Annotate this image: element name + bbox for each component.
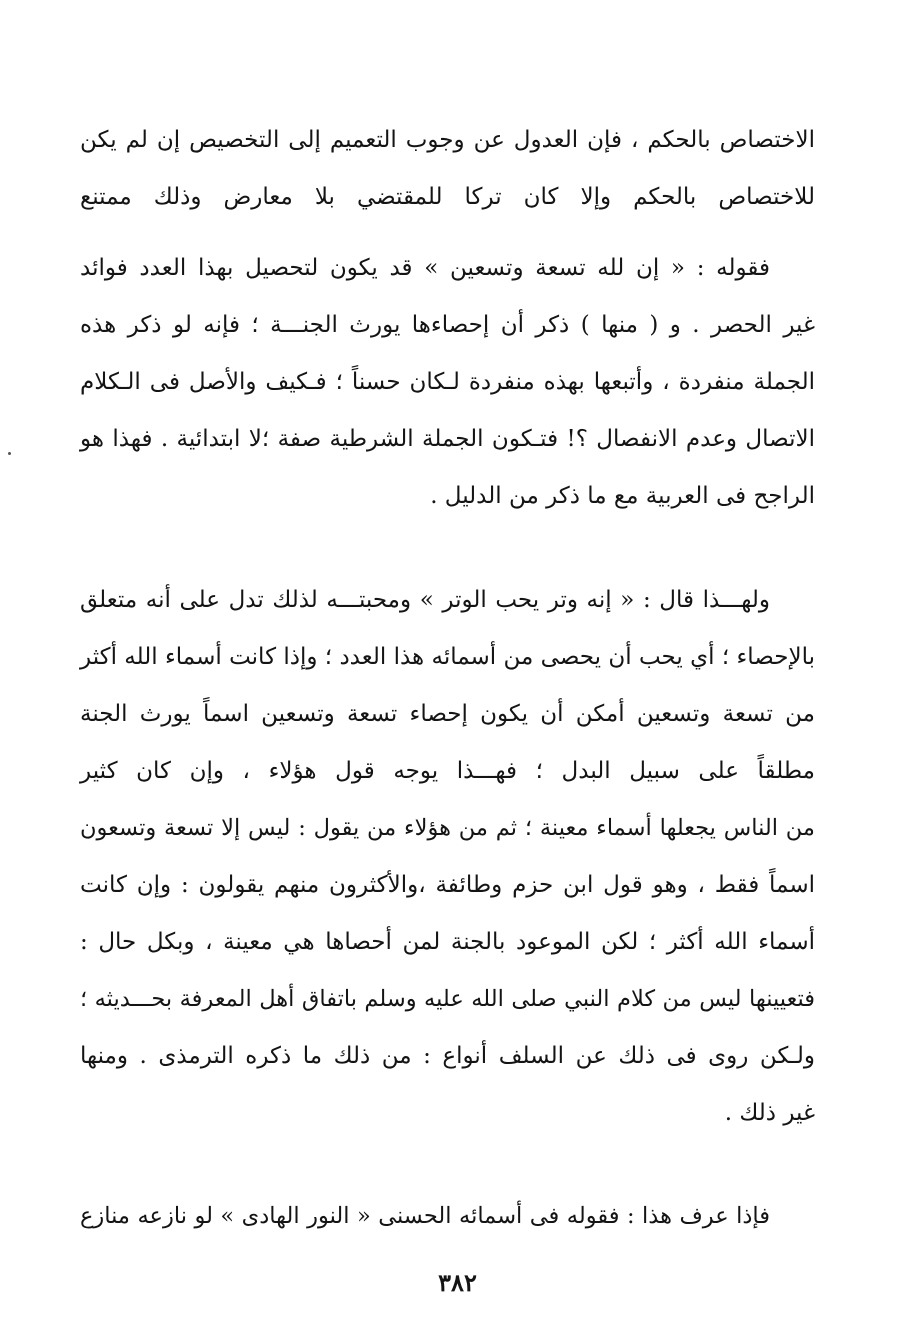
paragraph-1 — [80, 112, 815, 226]
paragraph-2 — [80, 240, 815, 525]
text-line: الراجح فى العربية مع ما ذكر من الدليل . — [430, 483, 815, 509]
text-line: فتعيينها ليس من كلام النبي صلى الله عليه وسلم باتفاق أهل المعرفة بحـــديثه ؛ — [80, 986, 815, 1012]
text-line: اسماً فقط ، وهو قول ابن حزم وطائفة ،والأكثرون منهم يقولون : وإن كانت — [80, 872, 815, 898]
text-line: للاختصاص بالحكم وإلا كان تركا للمقتضي بلا معارض وذلك ممتنع — [80, 184, 815, 210]
text-line: الجملة منفردة ، وأتبعها بهذه منفردة لـكان حسناً ؛ فـكيف والأصل فى الـكلام — [80, 369, 815, 395]
paragraph-4 — [80, 1188, 815, 1245]
text-line: من تسعة وتسعين أمكن أن يكون إحصاء تسعة وتسعين اسماً يورث الجنة — [80, 701, 815, 727]
paragraph-3 — [80, 572, 815, 1142]
text-line: فإذا عرف هذا : فقوله فى أسمائه الحسنى « النور الهادى » لو نازعه منازع — [80, 1203, 770, 1229]
page-number: ٣٨٢ — [438, 1268, 477, 1297]
text-line: غير الحصر . و ( منها ) ذكر أن إحصاءها يورث الجنـــة ؛ فإنه لو ذكر هذه — [80, 312, 815, 338]
text-line: غير ذلك . — [724, 1100, 815, 1126]
text-line: الاختصاص بالحكم ، فإن العدول عن وجوب التعميم إلى التخصيص إن لم يكن — [80, 127, 815, 153]
text-line: بالإحصاء ؛ أي يحب أن يحصى من أسمائه هذا العدد ؛ وإذا كانت أسماء الله أكثر — [80, 644, 815, 670]
text-line: فقوله : « إن لله تسعة وتسعين » قد يكون لتحصيل بهذا العدد فوائد — [80, 255, 770, 281]
margin-dot — [8, 452, 11, 455]
text-line: ولـكن روى فى ذلك عن السلف أنواع : من ذلك ما ذكره الترمذى . ومنها — [80, 1043, 815, 1069]
text-line: الاتصال وعدم الانفصال ؟! فتـكون الجملة الشرطية صفة ؛لا ابتدائية . فهذا هو — [80, 426, 815, 452]
text-line: ولهـــذا قال : « إنه وتر يحب الوتر » ومحبتـــه لذلك تدل على أنه متعلق — [80, 587, 770, 613]
text-line: مطلقاً على سبيل البدل ؛ فهـــذا يوجه قول هؤلاء ، وإن كان كثير — [80, 758, 815, 784]
text-line: من الناس يجعلها أسماء معينة ؛ ثم من هؤلاء من يقول : ليس إلا تسعة وتسعون — [80, 815, 815, 841]
text-line: أسماء الله أكثر ؛ لكن الموعود بالجنة لمن أحصاها هي معينة ، وبكل حال : — [80, 929, 815, 955]
